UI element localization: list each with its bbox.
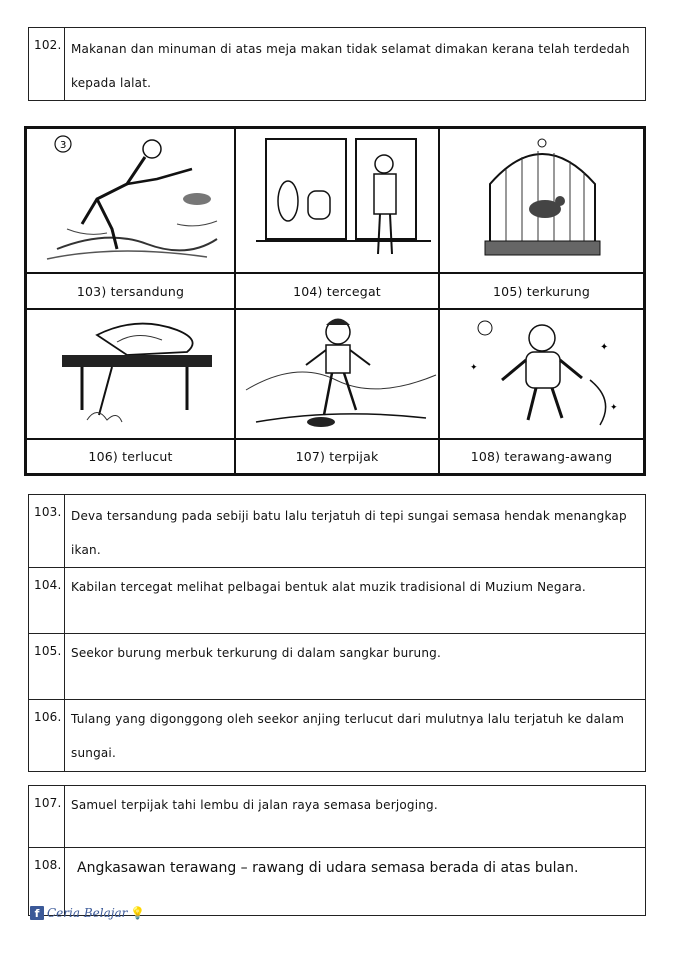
sentence-number: 104. bbox=[29, 568, 65, 634]
sentence-text: Deva tersandung pada sebiji batu lalu terjatuh di tepi sungai semasa hendak menangkap ikan. bbox=[65, 495, 646, 568]
question-102-table bbox=[28, 27, 646, 101]
boy-at-museum-icon bbox=[236, 129, 439, 273]
label-106: 106) terlucut bbox=[26, 439, 235, 474]
sentence-row bbox=[29, 495, 646, 568]
svg-text:✦: ✦ bbox=[470, 363, 478, 373]
question-number: 102. bbox=[29, 28, 65, 101]
label-105: 105) terkurung bbox=[439, 273, 644, 309]
sentence-text: Tulang yang digonggong oleh seekor anjing terlucut dari mulutnya lalu terjatuh ke dalam sungai. bbox=[65, 700, 646, 772]
sentence-text: Seekor burung merbuk terkurung di dalam sangkar burung. bbox=[65, 634, 646, 700]
label-108: 108) terawang-awang bbox=[439, 439, 644, 474]
dog-dropping-bone-icon bbox=[27, 310, 235, 439]
sentence-text: Samuel terpijak tahi lembu di jalan raya semasa berjoging. bbox=[65, 786, 646, 848]
sentence-text: Kabilan tercegat melihat pelbagai bentuk alat muzik tradisional di Muzium Negara. bbox=[65, 568, 646, 634]
picture-cell-108 bbox=[439, 309, 644, 439]
sentence-number: 107. bbox=[29, 786, 65, 848]
sentence-row bbox=[29, 700, 646, 772]
facebook-icon: f bbox=[30, 906, 44, 920]
label-103: 103) tersandung bbox=[26, 273, 235, 309]
man-tripping-icon bbox=[27, 129, 235, 273]
sentence-number: 103. bbox=[29, 495, 65, 568]
label-104: 104) tercegat bbox=[235, 273, 439, 309]
picture-cell-105 bbox=[439, 128, 644, 273]
picture-cell-106 bbox=[26, 309, 235, 439]
sentence-row bbox=[29, 786, 646, 848]
svg-text:✦: ✦ bbox=[610, 403, 618, 413]
question-text: Makanan dan minuman di atas meja makan tidak selamat dimakan kerana telah terdedah kepada lalat. bbox=[65, 28, 646, 101]
sentence-text: Angkasawan terawang – rawang di udara semasa berada di atas bulan. bbox=[65, 848, 646, 916]
sentences-table-b bbox=[28, 785, 646, 916]
caged-bird-icon bbox=[440, 129, 644, 273]
picture-cell-104 bbox=[235, 128, 439, 273]
sentence-number: 108. bbox=[29, 848, 65, 916]
sentence-row bbox=[29, 634, 646, 700]
lightbulb-icon: 💡 bbox=[130, 906, 146, 920]
badge-number: 3 bbox=[60, 140, 67, 151]
label-107: 107) terpijak bbox=[235, 439, 439, 474]
astronaut-floating-icon bbox=[440, 310, 644, 439]
sentence-row bbox=[29, 568, 646, 634]
sentence-number: 105. bbox=[29, 634, 65, 700]
watermark-text: Ceria Belajar bbox=[47, 906, 128, 920]
picture-cell-103 bbox=[26, 128, 235, 273]
picture-cell-107 bbox=[235, 309, 439, 439]
svg-text:✦: ✦ bbox=[600, 342, 609, 353]
sentences-table-a bbox=[28, 494, 646, 772]
sentence-number: 106. bbox=[29, 700, 65, 772]
ceria-belajar-watermark bbox=[30, 906, 145, 920]
picture-grid bbox=[24, 126, 646, 476]
boy-stepping-dung-icon bbox=[236, 310, 439, 439]
